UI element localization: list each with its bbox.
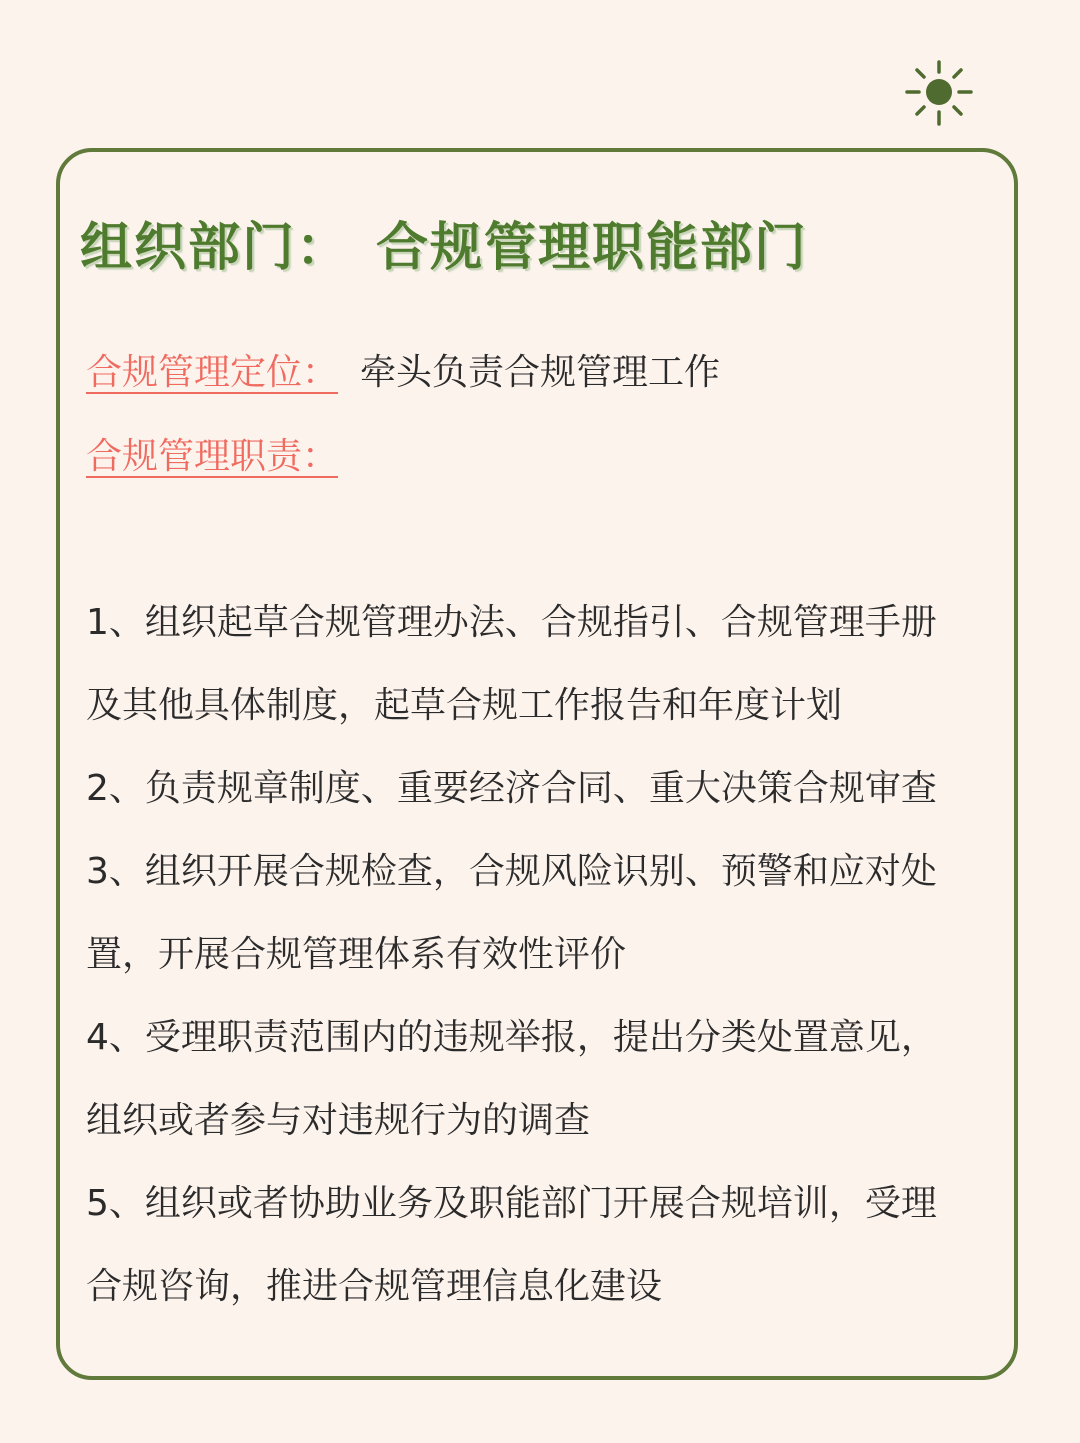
list-item bbox=[86, 763, 986, 846]
list-item-line: 组织或者参与对违规行为的调查 bbox=[86, 1100, 591, 1141]
list-item-line: 3、组织开展合规检查，合规风险识别、预警和应对处 bbox=[86, 851, 937, 892]
positioning-label: 合规管理定位： bbox=[86, 352, 339, 393]
duties-label: 合规管理职责： bbox=[86, 436, 339, 477]
title-prefix: 组织部门： bbox=[80, 218, 351, 278]
list-item bbox=[86, 846, 986, 1012]
sun-icon bbox=[903, 58, 975, 130]
list-item-line: 4、受理职责范围内的违规举报，提出分类处置意见， bbox=[86, 1017, 937, 1058]
list-item-line: 5、组织或者协助业务及职能部门开展合规培训，受理 bbox=[86, 1183, 937, 1224]
duties-list bbox=[86, 597, 986, 1344]
list-item bbox=[86, 1178, 986, 1344]
list-item-line: 合规咨询，推进合规管理信息化建设 bbox=[86, 1266, 663, 1307]
list-item-line: 及其他具体制度，起草合规工作报告和年度计划 bbox=[86, 685, 843, 726]
list-item bbox=[86, 597, 986, 763]
list-item-line: 1、组织起草合规管理办法、合规指引、合规管理手册 bbox=[86, 602, 937, 643]
list-item-line: 2、负责规章制度、重要经济合同、重大决策合规审查 bbox=[86, 768, 937, 809]
positioning-line bbox=[86, 348, 720, 398]
list-item-line: 置，开展合规管理体系有效性评价 bbox=[86, 934, 627, 975]
positioning-value: 牵头负责合规管理工作 bbox=[360, 352, 721, 393]
title-main: 合规管理职能部门 bbox=[376, 218, 809, 278]
page-title bbox=[80, 212, 808, 284]
duties-line bbox=[86, 432, 360, 482]
list-item bbox=[86, 1012, 986, 1178]
